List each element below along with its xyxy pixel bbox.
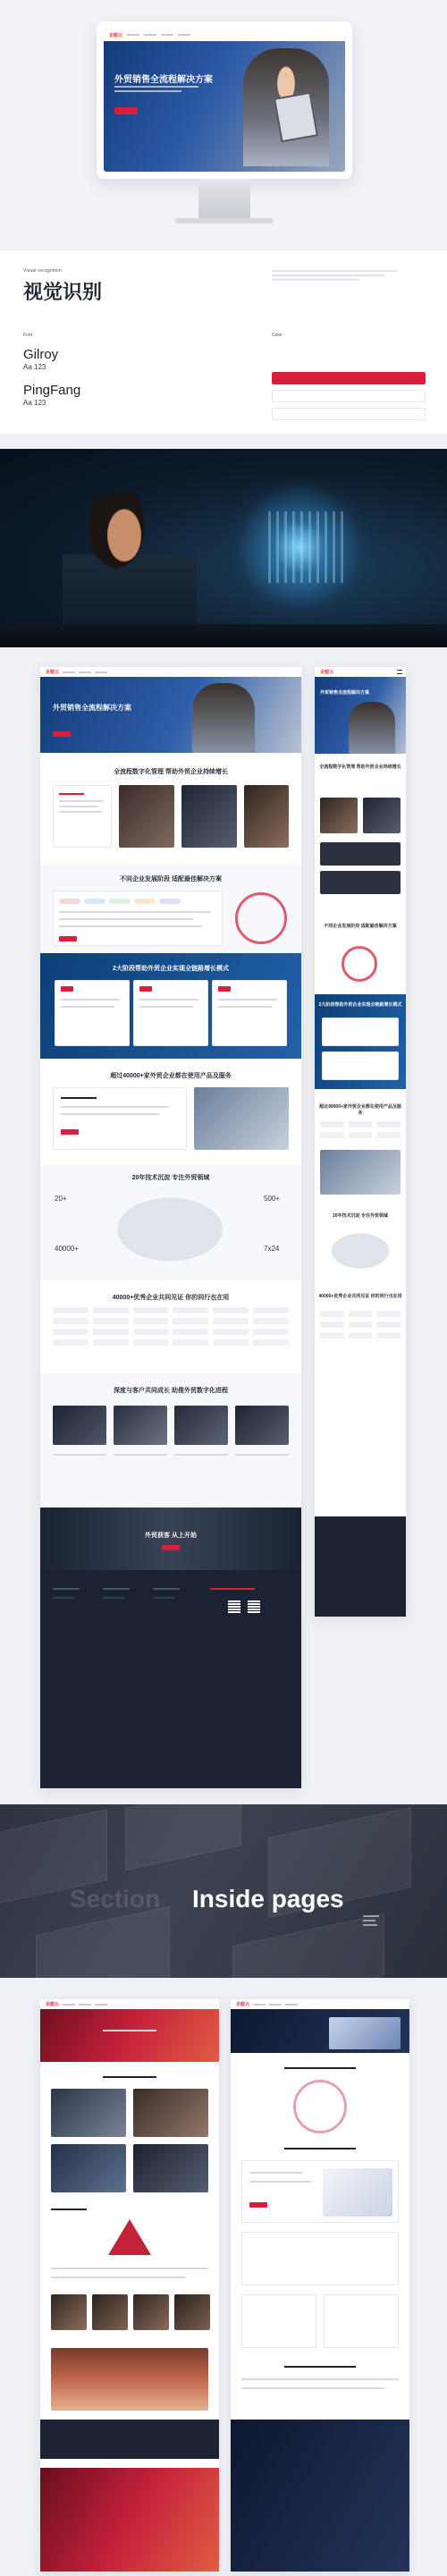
mobile-logo-grid — [320, 1121, 401, 1138]
desktop-hero — [40, 667, 301, 753]
stat-value: 7x24 — [264, 1245, 280, 1253]
world-map-graphic — [103, 1189, 237, 1270]
nav-item[interactable] — [178, 34, 190, 36]
hologram-chart — [268, 511, 349, 583]
nav-item[interactable] — [144, 34, 156, 36]
hero-subtitle-lines — [114, 86, 198, 97]
desktop-homepage-mockup — [40, 667, 301, 1788]
client-logo-grid — [53, 1307, 289, 1346]
mobile-image — [363, 798, 401, 833]
partner-video[interactable] — [235, 1406, 289, 1445]
about-image — [133, 2089, 208, 2137]
mobile-section-title: 不同企业发展阶段 适配最佳解决方案 — [324, 924, 397, 929]
mobile-footer — [315, 1516, 406, 1617]
inside-logo[interactable]: 企服云 — [236, 2002, 250, 2007]
hologram-photo — [0, 449, 447, 647]
site-logo[interactable]: 企服云 — [109, 32, 123, 38]
section-title-4: 超过40000+家外贸企业都在使用产品及服务 — [110, 1073, 232, 1079]
monitor-showcase — [0, 0, 447, 250]
font-name-gilroy: Gilroy — [23, 347, 59, 362]
mobile-case-image — [320, 1150, 401, 1195]
partner-video[interactable] — [114, 1406, 167, 1445]
monitor-screen — [104, 29, 345, 172]
desktop-navbar — [40, 667, 301, 677]
mobile-section-title: 20年技术沉淀 专注外贸领域 — [333, 1213, 388, 1219]
site-navbar — [104, 29, 345, 41]
hero-title: 外贸销售全流程解决方案 — [114, 75, 213, 85]
visual-identity-section — [0, 250, 447, 434]
inside-navbar — [40, 1999, 219, 2009]
event-photo — [51, 2348, 208, 2411]
stat-value: 20+ — [55, 1195, 67, 1203]
inside-navbar — [231, 1999, 409, 2009]
font-name-pingfang: PingFang — [23, 383, 81, 398]
homepage-layouts-section — [0, 647, 447, 1804]
qr-code — [228, 1600, 240, 1613]
mobile-section-title: 40000+优秀企业共同见证 你的同行也在用 — [318, 1294, 402, 1299]
tablet-image — [274, 92, 318, 143]
mobile-world-graphic — [324, 1229, 397, 1273]
feature-image — [244, 785, 289, 848]
mobile-hero — [315, 677, 406, 754]
color-swatch-dark — [272, 390, 426, 402]
font-sample-pingfang: Aa 123 — [23, 399, 46, 407]
case-image — [194, 1087, 289, 1150]
mobile-section-title: 超过40000+家外贸企业都在使用产品及服务 — [319, 1104, 401, 1116]
cta-title: 外贸获客 从上开始 — [145, 1533, 197, 1539]
solution-card[interactable] — [53, 891, 223, 946]
info-card[interactable] — [241, 2232, 399, 2285]
growth-stages-block — [40, 953, 301, 1059]
inside-pages-section — [0, 1978, 447, 2576]
mobile-stage-card[interactable] — [322, 1018, 399, 1046]
banner-caption — [363, 1915, 379, 1926]
team-photo — [133, 2294, 169, 2330]
inside-footer — [40, 2420, 219, 2459]
mobile-homepage-mockup — [315, 667, 406, 1617]
color-swatch-red — [272, 372, 426, 384]
monitor-frame — [97, 21, 352, 179]
monitor-stand — [198, 179, 250, 218]
case-card[interactable] — [53, 1087, 187, 1150]
stage-card[interactable] — [55, 980, 130, 1046]
mobile-hero-title: 外贸销售全流程解决方案 — [320, 690, 370, 696]
color-label: Color — [272, 333, 283, 338]
feature-image — [119, 785, 174, 848]
about-image — [51, 2089, 126, 2137]
section-description — [272, 270, 397, 281]
product-card[interactable] — [241, 2160, 399, 2223]
desktop-hero-title: 外贸销售全流程解决方案 — [53, 704, 131, 712]
partner-block — [40, 1373, 301, 1508]
monitor-base — [175, 218, 274, 224]
section-kicker: Visual recognition — [23, 268, 62, 274]
section-banner — [0, 1804, 447, 1978]
inside-page-left — [40, 1999, 219, 2572]
partner-video[interactable] — [174, 1406, 228, 1445]
section-title: 视觉识别 — [23, 281, 103, 303]
pyramid-graphic — [108, 2219, 151, 2255]
font-label: Font — [23, 333, 33, 338]
team-photo — [51, 2294, 87, 2330]
section-title-2: 不同企业发展阶段 适配最佳解决方案 — [120, 876, 222, 883]
nav-item[interactable] — [79, 671, 91, 673]
font-sample-gilroy: Aa 123 — [23, 363, 46, 371]
mobile-section-title: 全流程数字化管理 帮助外贸企业持续增长 — [319, 764, 401, 770]
section-title-6: 40000+优秀企业共同见证 你的同行也在用 — [112, 1295, 230, 1301]
mobile-dark-card[interactable] — [320, 842, 401, 866]
mobile-dark-card[interactable] — [320, 871, 401, 894]
feature-card[interactable] — [53, 785, 112, 848]
mobile-hero-person — [349, 702, 395, 754]
mobile-logo[interactable]: 企服云 — [320, 670, 334, 675]
desktop-hero-person — [192, 683, 255, 753]
info-card[interactable] — [324, 2294, 399, 2348]
stat-value: 40000+ — [55, 1245, 79, 1253]
section-title-5: 20年技术沉淀 专注外贸领域 — [131, 1175, 210, 1181]
dark-section — [231, 2420, 409, 2572]
nav-item[interactable] — [161, 34, 173, 36]
section-title-3: 2大阶段帮助外贸企业实现全链路增长模式 — [113, 966, 229, 972]
color-swatch-white — [272, 408, 426, 420]
desk-surface — [0, 624, 447, 647]
nav-item[interactable] — [127, 34, 139, 36]
desktop-footer — [40, 1570, 301, 1788]
nav-item[interactable] — [63, 671, 75, 673]
stage-card[interactable] — [133, 980, 208, 1046]
mobile-growth-block — [315, 994, 406, 1089]
solutions-block — [40, 864, 301, 953]
mobile-navbar — [315, 667, 406, 677]
feature-ring — [293, 2080, 347, 2133]
inside-logo[interactable]: 企服云 — [46, 2002, 60, 2007]
menu-icon[interactable] — [397, 670, 402, 674]
hero-cta-button[interactable] — [114, 107, 138, 114]
stat-value: 500+ — [264, 1195, 281, 1203]
section-title-7: 深度与客户共同成长 助推外贸数字化进程 — [114, 1388, 228, 1394]
cta-banner — [40, 1508, 301, 1570]
mobile-stage-card[interactable] — [322, 1052, 399, 1080]
nav-item[interactable] — [95, 671, 107, 673]
mobile-section-title: 2大阶段帮助外贸企业实现全链路增长模式 — [318, 1002, 402, 1008]
cta-button[interactable] — [162, 1545, 180, 1550]
inside-page-right — [231, 1999, 409, 2572]
banner-title: Inside pages — [192, 1885, 344, 1913]
solution-ring-graphic — [235, 892, 287, 944]
about-image — [133, 2144, 208, 2192]
team-photo — [174, 2294, 210, 2330]
red-hero-banner — [40, 1999, 219, 2062]
banner-ghost-text: Section — [70, 1885, 161, 1913]
dark-hero-banner — [231, 1999, 409, 2053]
qr-code — [248, 1600, 260, 1613]
red-hero-banner — [40, 2468, 219, 2572]
mobile-logo-grid — [320, 1311, 401, 1339]
section-title-1: 全流程数字化管理 帮助外贸企业持续增长 — [114, 769, 228, 775]
stage-card[interactable] — [212, 980, 287, 1046]
tech-block — [40, 1164, 301, 1280]
feature-image — [181, 785, 237, 848]
product-screenshot — [329, 2017, 401, 2049]
partner-video[interactable] — [53, 1406, 106, 1445]
desktop-hero-button[interactable] — [53, 731, 71, 737]
team-photo — [92, 2294, 128, 2330]
mobile-image — [320, 798, 358, 833]
desktop-logo[interactable]: 企服云 — [46, 670, 60, 675]
about-image — [51, 2144, 126, 2192]
mobile-ring-graphic — [342, 946, 377, 982]
info-card[interactable] — [241, 2294, 316, 2348]
